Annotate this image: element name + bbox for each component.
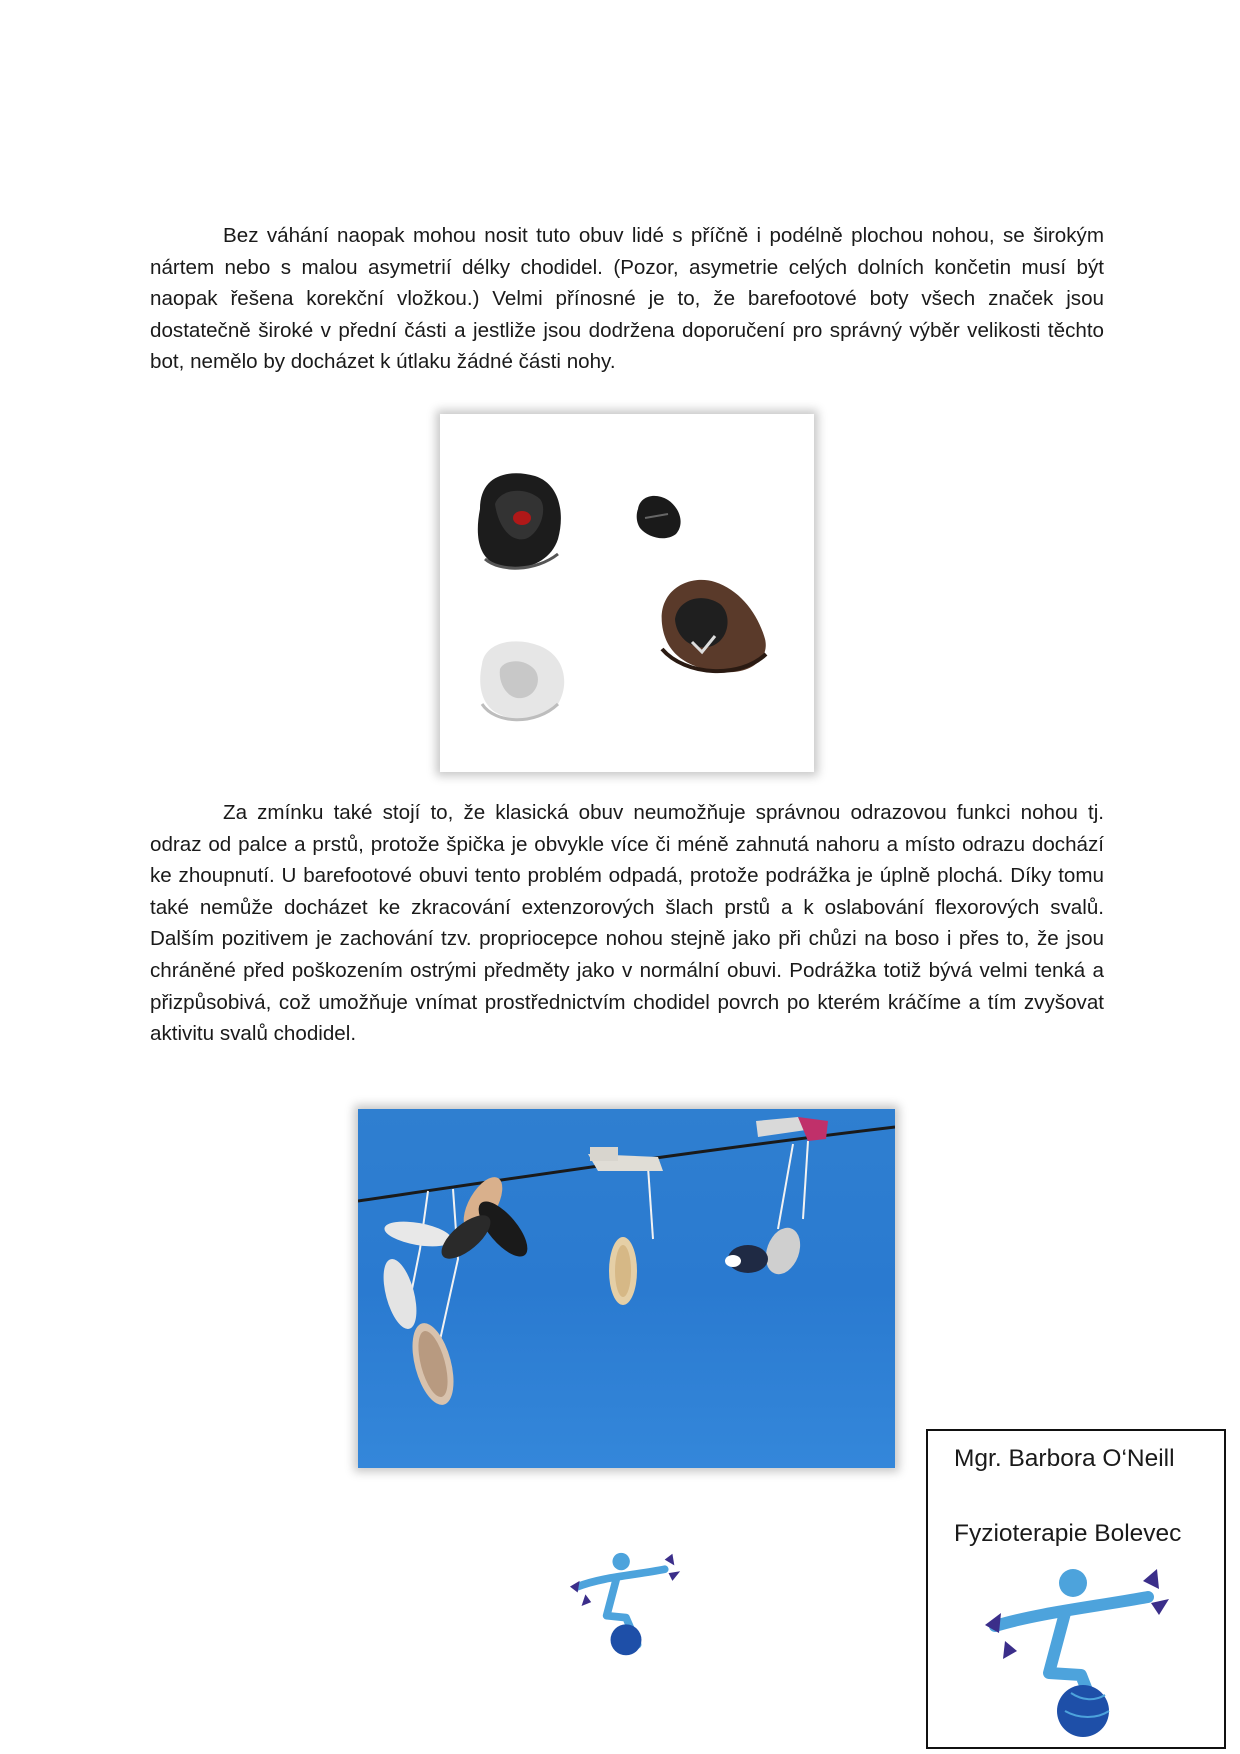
small-shoe-image <box>637 496 681 538</box>
black-shoe-image <box>478 473 561 568</box>
hanging-shoes-photo <box>358 1109 895 1468</box>
hanging-shoe-left <box>377 1171 535 1409</box>
barefoot-shoes-photo <box>440 414 814 772</box>
paragraph-2: Za zmínku také stojí to, že klasická obuv neumožňuje správnou odrazovou funkci nohou tj. odraz od palce a prstů, protože špička je obvykle více či méně zahnutá nahoru a místo odrazu dochází ke zhoupnutí. U barefootové obuvi tento problém odpadá, protože podrážka je úplně plochá. Díky tomu také nemůže docházet ke zkracování extenzorových šlach prstů a k oslabování flexorových svalů. Dalším pozitivem je zachování tzv. propriocepce nohou stejně jako při chůzi na boso i přes to, že jsou chráněné před poškozením ostrými předměty jako v normální obuvi. Podrážka totiž bývá velmi tenká a přizpůsobivá, což umožňuje vnímat prostřednictvím chodidel povrch po kterém kráčíme a tím zvyšovat aktivitu svalů chodidel. <box>150 801 1104 1046</box>
organization-name: Fyzioterapie Bolevec <box>954 1520 1182 1547</box>
author-name: Mgr. Barbora O‘Neill <box>954 1445 1175 1472</box>
brown-shoe-image <box>662 580 766 672</box>
fyzioterapie-bolevec-logo-small <box>568 1548 684 1663</box>
white-shoe-image <box>480 641 564 719</box>
signature-box <box>926 1429 1226 1749</box>
fyzioterapie-bolevec-logo <box>983 1561 1173 1746</box>
paragraph-1: Bez váhání naopak mohou nosit tuto obuv lidé s příčně i podélně plochou nohou, se širokým nártem nebo s malou asymetrií délky chodidel. (Pozor, asymetrie celých dolních končetin musí být naopak řešena korekční vložkou.) Velmi přínosné je to, že barefootové boty všech značek jsou dostatečně široké v přední části a jestliže jsou dodržena doporučení pro správný výběr velikosti těchto bot, nemělo by docházet k útlaku žádné části nohy. <box>150 224 1104 374</box>
